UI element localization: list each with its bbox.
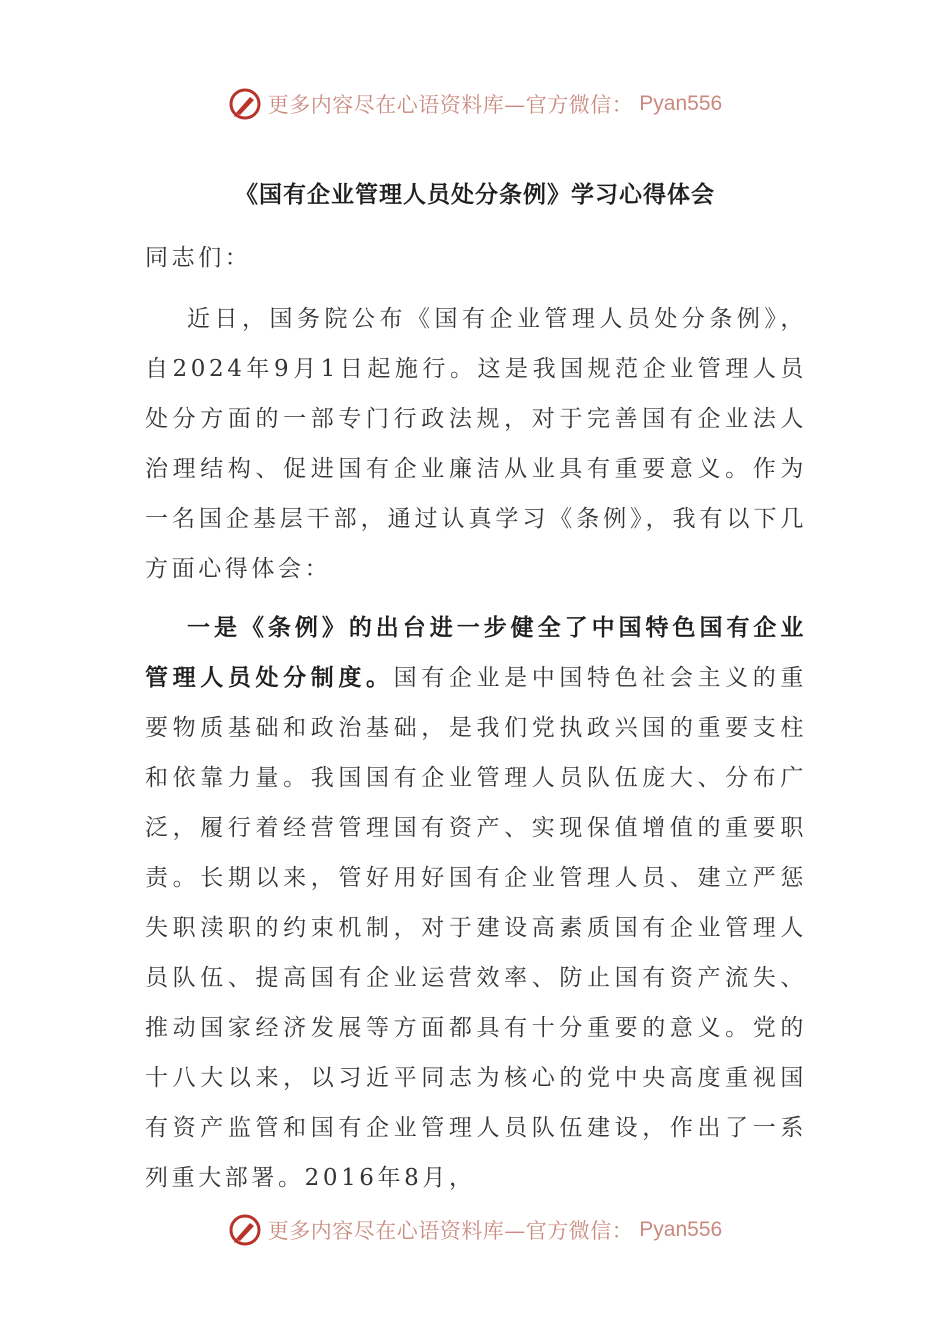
paragraph-point-one xyxy=(145,603,807,1203)
pen-circle-logo-icon xyxy=(228,1213,262,1247)
footer-banner xyxy=(0,1210,950,1250)
banner-text: 更多内容尽在心语资料库—官方微信： xyxy=(267,1219,634,1243)
pen-circle-logo-icon xyxy=(228,87,262,121)
document-title: 《国有企业管理人员处分条例》学习心得体会 xyxy=(235,181,715,208)
salutation: 同志们： xyxy=(145,245,252,271)
paragraph-lead: 一是《条例》的出台进一步健全了中国特色国有企业管理人员处分制度。 xyxy=(145,614,807,691)
banner-contact: Pyan556 xyxy=(639,1218,723,1241)
paragraph-body: 国有企业是中国特色社会主义的重要物质基础和政治基础，是我们党执政兴国的重要支柱和依靠力量。我国国有企业管理人员队伍庞大、分布广泛，履行着经营管理国有资产、实现保值增值的重要职责。长期以来，管好用好国有企业管理人员、建立严惩失职渎职的约束机制，对于建设高素质国有企业管理人员队伍、提高国有企业运营效率、防止国有资产流失、推动国家经济发展等方面都具有十分重要的意义。党的十八大以来，以习近平同志为核心的党中央高度重视国有资产监管和国有企业管理人员队伍建设，作出了一系列重大部署。2016年8月， xyxy=(145,665,808,1191)
header-banner xyxy=(0,84,950,124)
banner-contact: Pyan556 xyxy=(639,92,723,115)
paragraph-intro: 近日，国务院公布《国有企业管理人员处分条例》，自2024年9月1日起施行。这是我国规范企业管理人员处分方面的一部专门行政法规，对于完善国有企业法人治理结构、促进国有企业廉洁从业具有重要意义。作为一名国企基层干部，通过认真学习《条例》，我有以下几方面心得体会： xyxy=(145,306,807,582)
banner-text: 更多内容尽在心语资料库—官方微信： xyxy=(267,93,634,117)
